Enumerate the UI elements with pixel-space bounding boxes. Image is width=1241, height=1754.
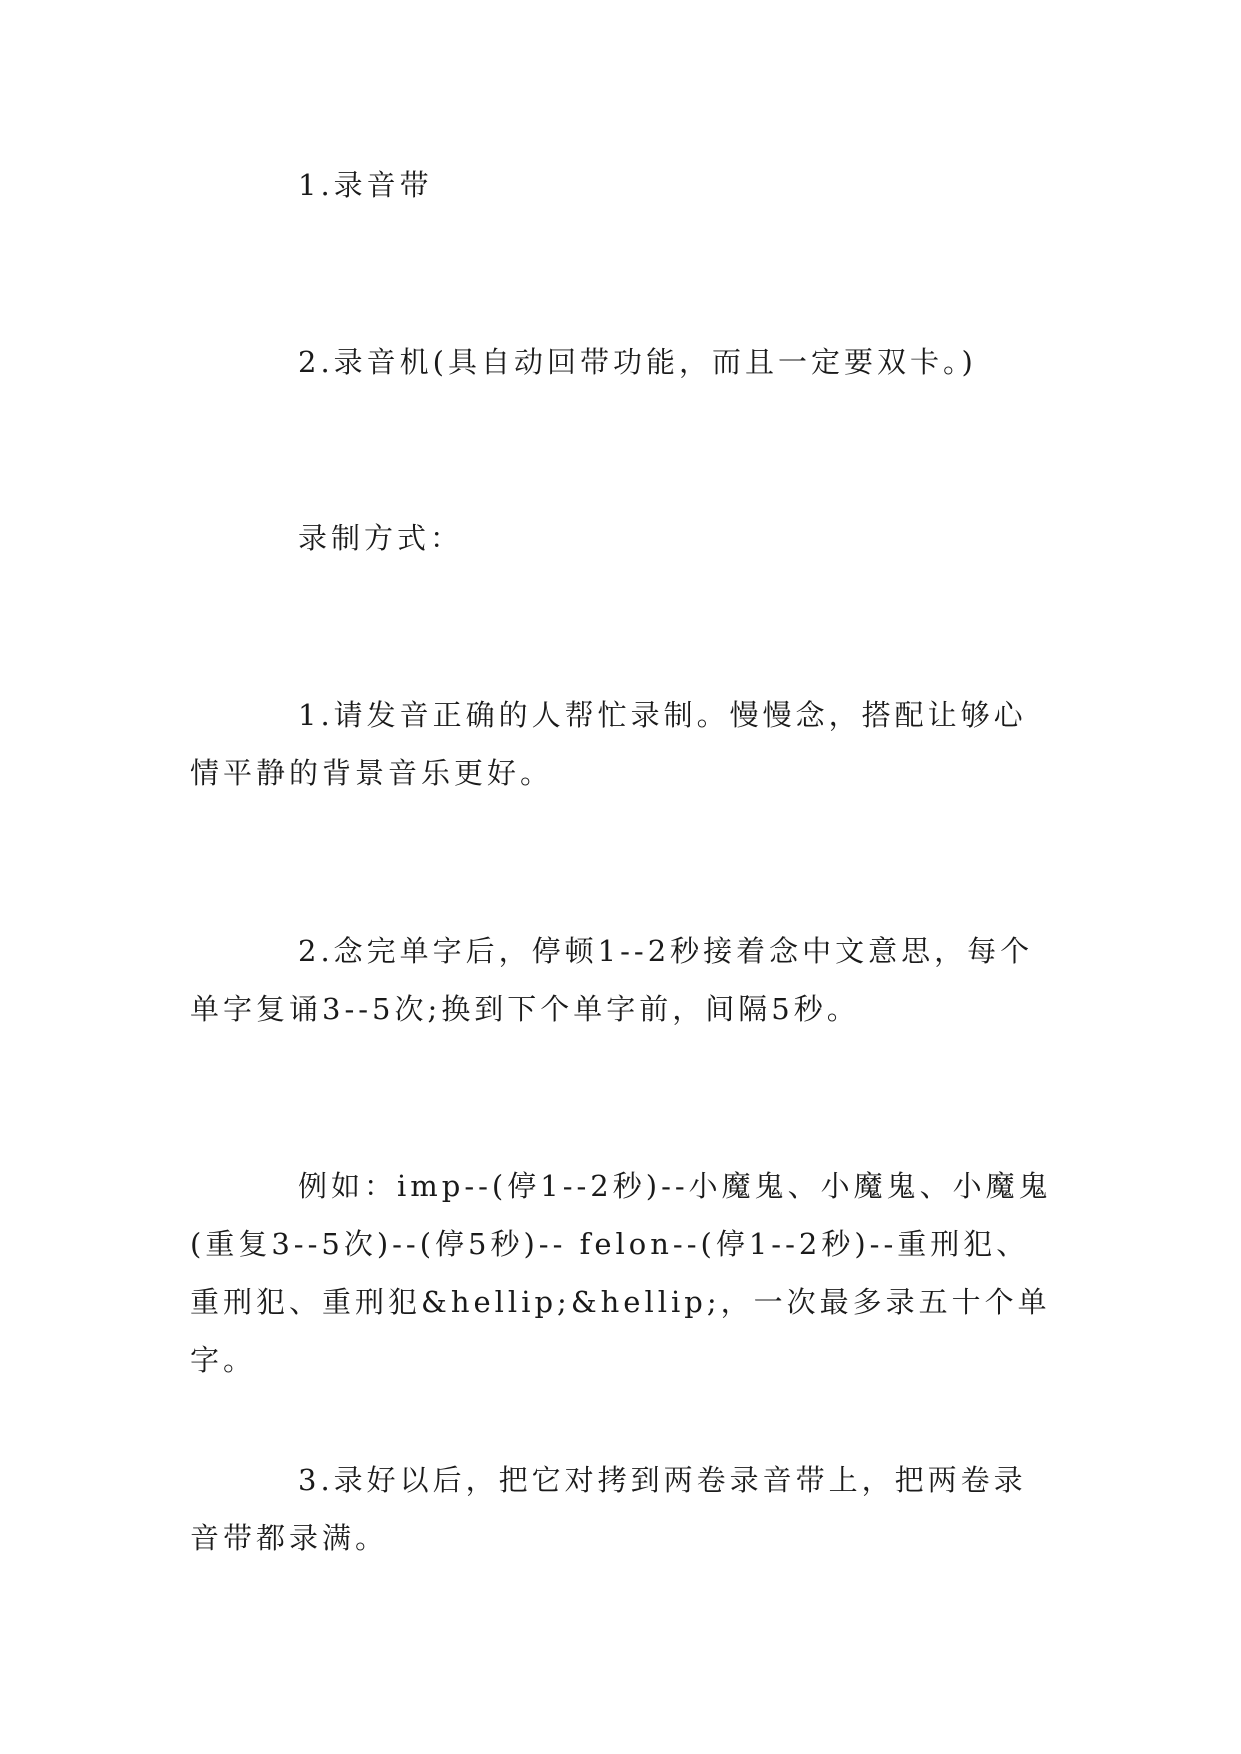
paragraph-example: 例如：imp--(停1--2秒)--小魔鬼、小魔鬼、小魔鬼(重复3--5次)--(停5秒)-- felon--(停1--2秒)--重刑犯、重刑犯、重刑犯&hellip;&hellip;，一次最多录五十个单字。 <box>190 1169 1052 1377</box>
paragraph-step-1: 1.请发音正确的人帮忙录制。慢慢念，搭配让够心情平静的背景音乐更好。 <box>190 698 1027 790</box>
paragraph-step-3: 3.录好以后，把它对拷到两卷录音带上，把两卷录音带都录满。 <box>190 1463 1027 1555</box>
paragraph-materials-tape: 1.录音带 <box>298 168 433 202</box>
paragraph-step-2: 2.念完单字后，停顿1--2秒接着念中文意思，每个单字复诵3--5次;换到下个单字前，间隔5秒。 <box>190 934 1034 1026</box>
section-heading-recording-method: 录制方式： <box>298 521 464 555</box>
paragraph-materials-recorder: 2.录音机(具自动回带功能，而且一定要双卡。) <box>298 345 977 379</box>
